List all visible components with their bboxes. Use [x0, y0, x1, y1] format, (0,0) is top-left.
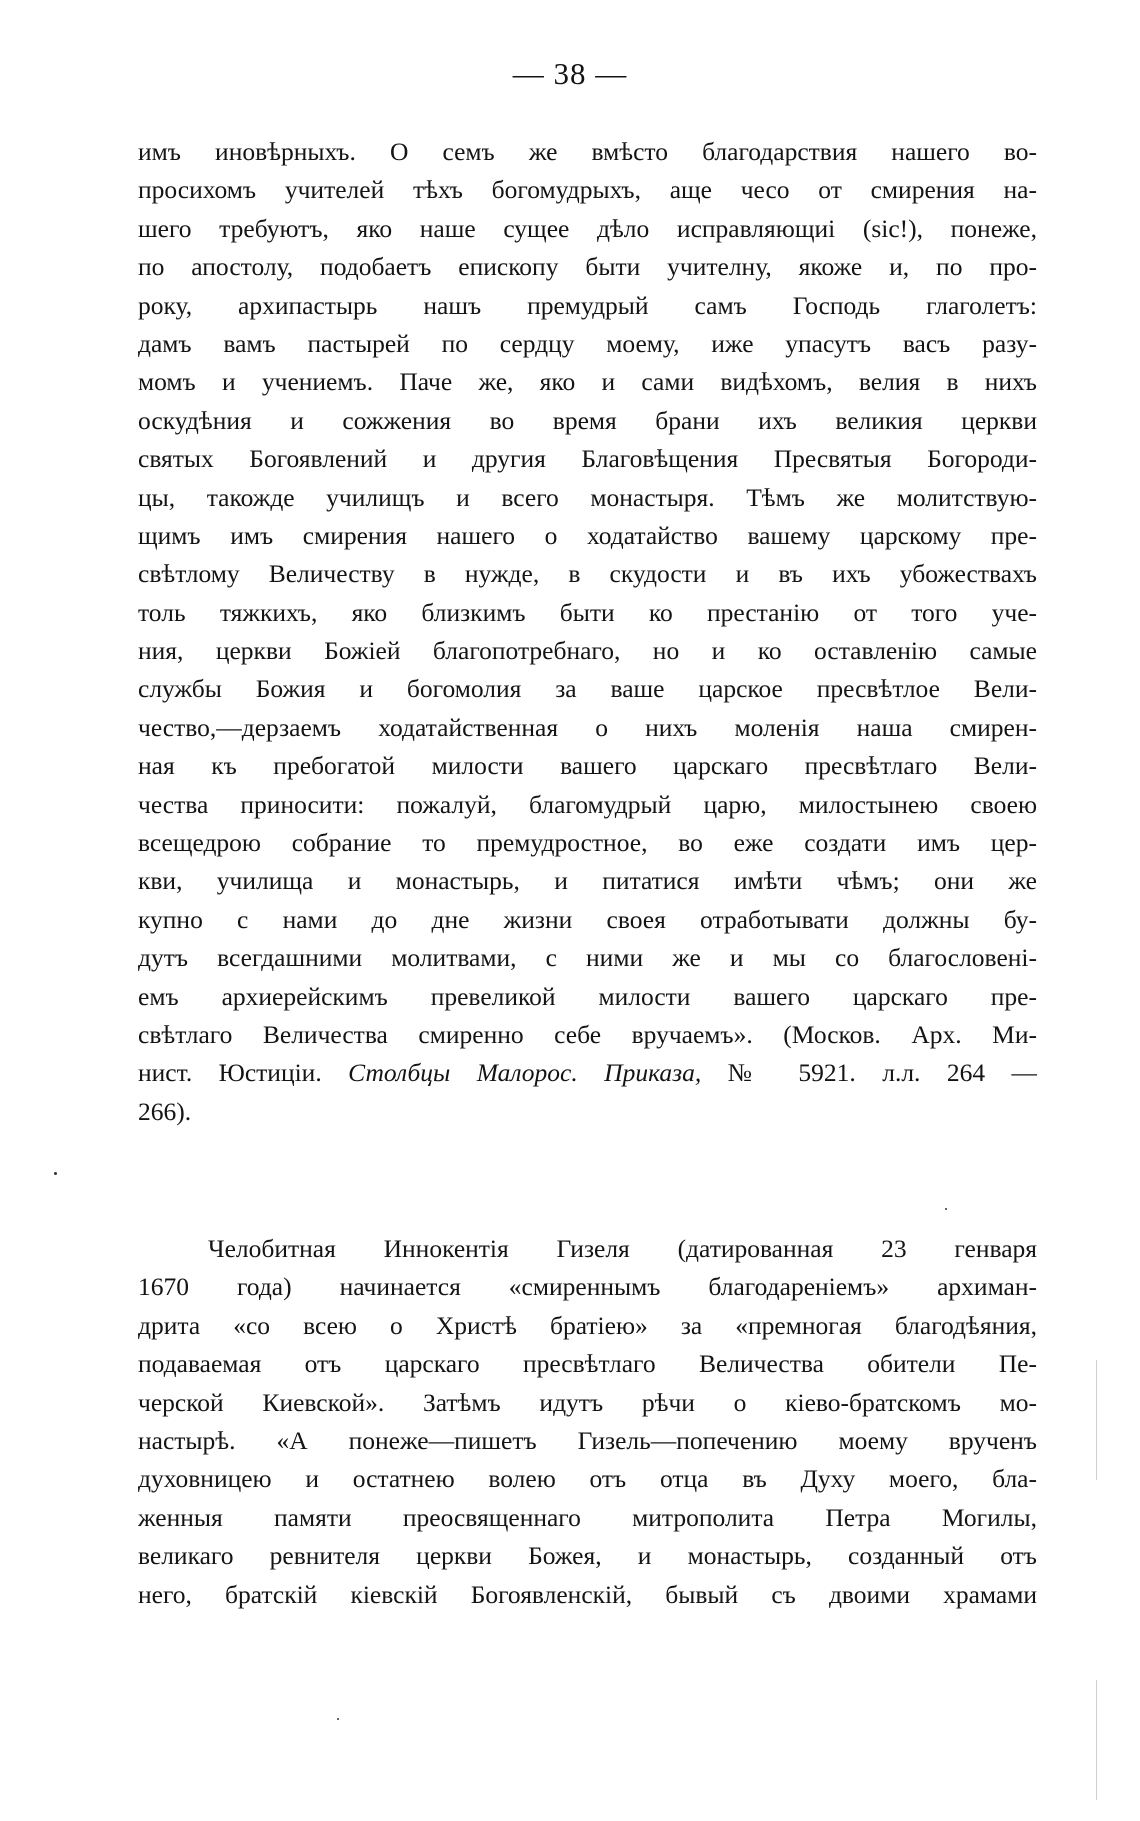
text-line: 1670 года) начинается «смиреннымъ благодареніемъ» архиман-	[138, 1272, 1037, 1302]
scan-speck	[945, 1208, 947, 1210]
text-line: просихомъ учителей тѣхъ богомудрыхъ, аще чесо от смирения на-	[138, 175, 1037, 205]
paragraph-quoted-petition	[138, 133, 1037, 1131]
text-line: дрита «со всею о Христѣ братіею» за «премногая благодѣяния,	[138, 1310, 1037, 1340]
citation-line	[138, 1054, 1037, 1092]
scan-speck	[54, 1172, 57, 1175]
text-line: толь тяжкихъ, яко близкимъ быти ко престанію от того уче-	[138, 597, 1037, 627]
text-line: щимъ имъ смирения нашего о ходатайство вашему царскому пре-	[138, 520, 1037, 550]
text-line: кви, училища и монастырь, и питатися имѣти чѣмъ; они же	[138, 866, 1037, 896]
text-line: настырѣ. «А понеже—пишетъ Гизель—попечению моему врученъ	[138, 1425, 1037, 1455]
citation-archive: нист. Юстиціи.	[138, 1058, 322, 1088]
text-line: чества приносити: пожалуй, благомудрый царю, милостынею своею	[138, 789, 1037, 819]
text-line: подаваемая отъ царскаго пресвѣтлаго Величества обители Пе-	[138, 1349, 1037, 1379]
text-line: дутъ всегдашними молитвами, с ними же и мы со благословені-	[138, 943, 1037, 973]
text-line: службы Божия и богомолия за ваше царское пресвѣтлое Вели-	[138, 674, 1037, 704]
text-line: женныя памяти преосвященнаго митрополита Петра Могилы,	[138, 1502, 1037, 1532]
scan-speck	[337, 1718, 339, 1720]
text-line: шего требуютъ, яко наше сущее дѣло исправляющиі (sic!), понеже,	[138, 213, 1037, 243]
text-line: него, братскій кіевскій Богоявленскій, бывый съ двоими храмами	[138, 1579, 1037, 1609]
citation-title: Столбцы Малорос. Приказа,	[348, 1058, 702, 1088]
text-line: купно с нами до дне жизни своея отработывати должны бу-	[138, 904, 1037, 934]
text-line-last: 266).	[138, 1096, 192, 1126]
text-line: оскудѣния и сожжения во время брани ихъ великия церкви	[138, 405, 1037, 435]
text-line: дамъ вамъ пастырей по сердцу моему, иже упасутъ васъ разу-	[138, 328, 1037, 358]
text-line: чество,—дерзаемъ ходатайственная о нихъ моленія наша смирен-	[138, 712, 1037, 742]
scan-edge-mark	[1096, 1680, 1097, 1800]
text-line: имъ иновѣрныхъ. О семъ же вмѣсто благодарствия нашего во-	[138, 137, 1037, 166]
text-line: духовницею и остатнею волею отъ отца въ Духу моего, бла-	[138, 1464, 1037, 1494]
text-line: цы, такожде училищъ и всего монастыря. Тѣмъ же молитствую-	[138, 482, 1037, 512]
text-line: емъ архиерейскимъ превеликой милости вашего царскаго пре-	[138, 981, 1037, 1011]
text-line: момъ и учениемъ. Паче же, яко и сами видѣхомъ, велия в нихъ	[138, 367, 1037, 397]
text-line: ная къ пребогатой милости вашего царскаго пресвѣтлаго Вели-	[138, 751, 1037, 781]
text-line: черской Киевской». Затѣмъ идутъ рѣчи о кіево-братскомъ мо-	[138, 1387, 1037, 1417]
text-line: року, архипастырь нашъ премудрый самъ Господь глаголетъ:	[138, 290, 1037, 320]
text-line: ния, церкви Божіей благопотребнаго, но и ко оставленію самые	[138, 636, 1037, 666]
text-line: свѣтлаго Величества смиренно себе вручаемъ». (Москов. Арх. Ми-	[138, 1019, 1037, 1049]
text-line: свѣтлому Величеству в нужде, в скудости и въ ихъ убожествахъ	[138, 559, 1037, 589]
text-line: святых Богоявлений и другия Благовѣщения Пресвятыя Богороди-	[138, 444, 1037, 474]
scan-edge-mark	[1096, 1360, 1097, 1480]
text-line: по апостолу, подобаетъ епископу быти учителну, якоже и, по про-	[138, 252, 1037, 282]
page-number: — 38 —	[512, 56, 628, 91]
paragraph-gizel-petition	[138, 1230, 1037, 1614]
text-line: всещедрою собрание то премудростное, во еже создати имъ цер-	[138, 828, 1037, 858]
text-line: великаго ревнителя церкви Божея, и монастырь, созданный отъ	[138, 1541, 1037, 1571]
citation-number: № 5921. л.л. 264 —	[727, 1058, 1037, 1088]
text-line-first: Челобитная Иннокентія Гизеля (датированная 23 генваря	[208, 1234, 1037, 1263]
